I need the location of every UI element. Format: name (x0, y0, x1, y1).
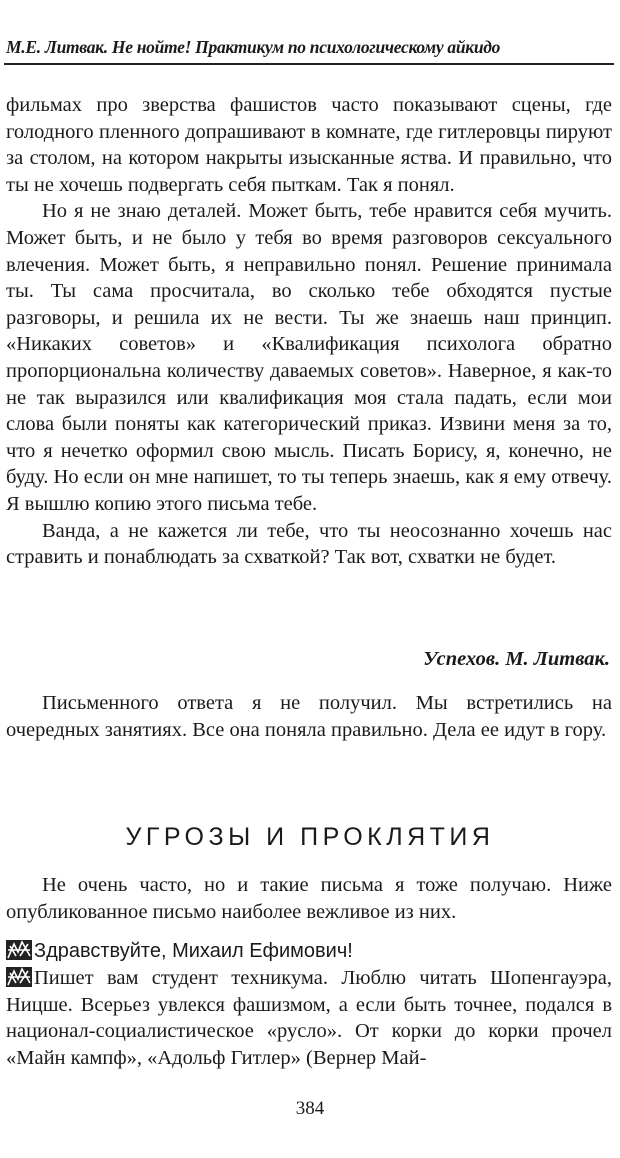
paragraph: фильмах про зверства фашистов часто показывают сцены, где голодного пленного допрашивают в комнате, где гитлеровцы пируют за столом, на котором накрыты изысканные яства. И правильно, что ты не хочешь подвергать себя пыткам. Так я понял. (6, 94, 612, 196)
main-text (6, 92, 612, 571)
paragraph: Не очень часто, но и такие письма я тоже получаю. Ниже опубликованное письмо наиболее вежливое из них. (6, 874, 612, 923)
page-number: 384 (295, 1098, 325, 1119)
letter-ornament-icon (6, 940, 32, 960)
running-header (6, 36, 614, 58)
header-book-title: Не нойте! Практикум по психологическому айкидо (111, 37, 501, 57)
signature: Успехов. М. Литвак. (423, 648, 610, 670)
after-text (6, 690, 612, 743)
paragraph: Ванда, а не кажется ли тебе, что ты неосознанно хочешь нас стравить и понаблюдать за схваткой? Так вот, схватки не будет. (6, 519, 612, 569)
header-rule (4, 63, 614, 65)
letter-body: Пишет вам студент техникума. Люблю читать Шопенгауэра, Ницше. Всерьез увлекся фашизмом, а если быть точнее, подался в национал-социалистическое «русло». От корки до корки прочел «Майн кампф», «Адольф Гитлер» (Вернер Май- (6, 966, 612, 1070)
quoted-letter (6, 938, 612, 1072)
paragraph: Письменного ответа я не получил. Мы встретились на очередных занятиях. Все она поняла правильно. Дела ее идут в гору. (6, 692, 612, 741)
section-intro (6, 872, 612, 926)
letter-ornament-icon (6, 967, 32, 987)
section-title: УГРОЗЫ И ПРОКЛЯТИЯ (125, 823, 495, 851)
letter-greeting: Здравствуйте, Михаил Ефимович! (34, 940, 353, 962)
paragraph: Но я не знаю деталей. Может быть, тебе нравится себя мучить. Может быть, и не было у тебя во время разговоров сексуального влечения. Может быть, я неправильно понял. Решение принимала ты. Ты сама просчитала, во сколько тебе обходятся пустые разговоры, и решила их не вести. Ты же знаешь наш принцип. «Никаких советов» и «Квалификация психолога обратно пропорциональна количеству даваемых советов». Наверное, я как-то не так выразился или квалификация моя стала падать, если мои слова были поняты как категорический приказ. Извини меня за то, что я нечетко оформил свою мысль. Писать Борису, я, конечно, не буду. Но если он мне напишет, то ты теперь знаешь, как я ему отвечу. Я вышлю копию этого письма тебе. (6, 200, 612, 515)
header-author: М.Е. Литвак. (6, 37, 108, 57)
